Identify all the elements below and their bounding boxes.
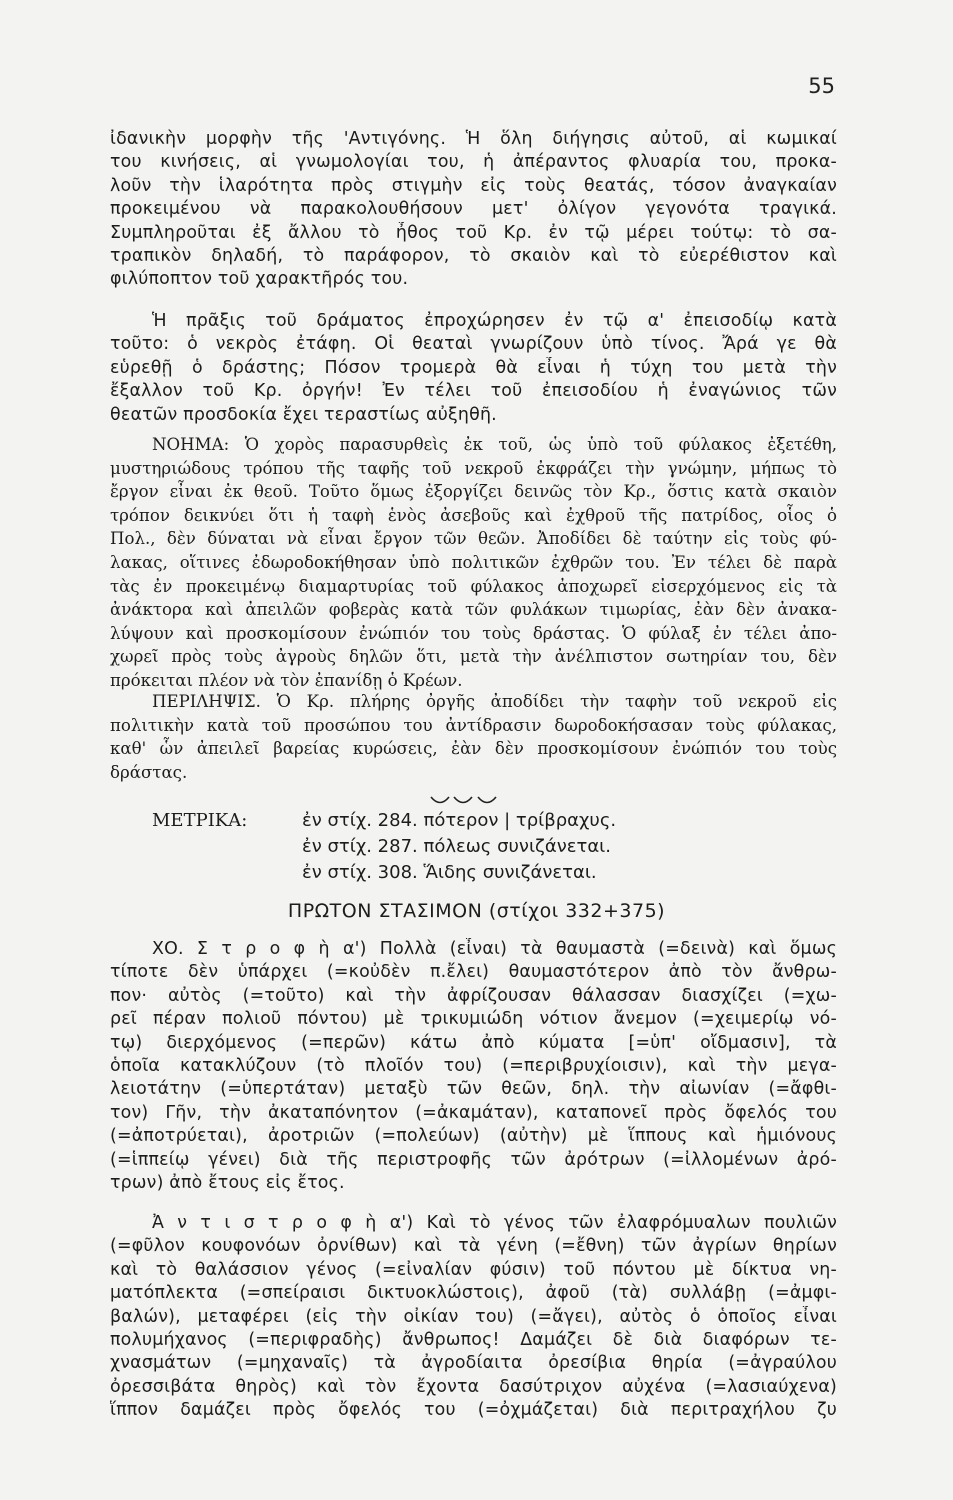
section-heading: ΠΡΩΤΟΝ ΣΤΑΣΙΜΟΝ (στίχοι 332+375): [287, 900, 666, 922]
text-line: πολυμήχανος (=περιφραδὴς) ἄνθρωπος! Δαμάζει δὲ διὰ διαφόρων τε-: [110, 1330, 837, 1351]
metrika-entry: ἐν στίχ. 308. Ἅιδης συνιζάνεται.: [302, 862, 597, 883]
paragraph-intro: [110, 128, 837, 292]
text-line: ρεῖ πέραν πολιοῦ πόντου) μὲ τρικυμιώδη νότιον ἄνεμον (=χειμερίῳ νό-: [110, 1009, 837, 1030]
text-line: ὁποῖα κατακλύζουν (τὸ πλοῖόν του) (=περιβρυχίοισιν), καὶ τὴν μεγα-: [110, 1056, 837, 1077]
text-line: τοῦτο: ὁ νεκρὸς ἐτάφη. Οἱ θεαταὶ γνωρίζουν ὑπὸ τίνος. Ἄρά γε θὰ: [110, 334, 837, 355]
text-line: χνασμάτων (=μηχαναῖς) τὰ ἀγροδίαιτα ὀρεσίβια θηρία (=ἀγραύλου: [110, 1353, 837, 1374]
text-line: τρων) ἀπὸ ἔτους εἰς ἔτος.: [110, 1173, 345, 1194]
text-line: πον· αὐτὸς (=τοῦτο) καὶ τὴν ἀφρίζουσαν θάλασσαν διασχίζει (=χω-: [110, 985, 837, 1006]
metrika-entry: ἐν στίχ. 287. πόλεως συνιζάνεται.: [302, 836, 611, 857]
text-line: θεατῶν προσδοκία ἔχει τεραστίως αὐξηθῆ.: [110, 404, 497, 425]
section-noima: [110, 433, 837, 693]
text-line: βαλών), μεταφέρει (εἰς τὴν οἰκίαν του) (=ἄγει), αὐτὸς ὁ ὁποῖος εἶναι: [110, 1306, 837, 1327]
text-line: τὰς ἐν προκειμένῳ διαμαρτυρίας τοῦ φύλακος ἀποχωρεῖ εἰσερχόμενος εἰς τὰ: [110, 576, 837, 596]
metrika-row: [152, 808, 616, 834]
text-line: ἰδανικὴν μορφὴν τῆς 'Αντιγόνης. Ἡ ὅλη διήγησις αὐτοῦ, αἱ κωμικαί: [110, 129, 837, 149]
section-strophe: [110, 938, 837, 1195]
text-line: ἀνάκτορα καὶ ἀπειλῶν φοβερὰς κατὰ τῶν φυλάκων τιμωρίας, ἐὰν δὲν ἀνακα-: [110, 600, 837, 620]
page-number: 55: [808, 74, 835, 98]
text-line: ΝΟΗΜΑ: Ὁ χορὸς παρασυρθεὶς ἐκ τοῦ, ὡς ὑπὸ τοῦ φύλακος ἐξετέθη,: [152, 435, 837, 454]
text-line: τίποτε δὲν ὑπάρχει (=κοὐδὲν π.ἔλει) θαυμαστότερον ἀπὸ τὸν ἄνθρω-: [110, 962, 837, 983]
text-line: ΠΕΡΙΛΗΨΙΣ. Ὁ Κρ. πλήρης ὀργῆς ἀποδίδει τὴν ταφὴν τοῦ νεκροῦ εἰς: [152, 692, 837, 711]
text-line: (=φῦλον κουφονόων ὀρνίθων) καὶ τὰ γένη (=ἔθνη) τῶν ἀγρίων θηρίων: [110, 1236, 837, 1257]
text-line: ἵππον δαμάζει πρὸς ὄφελός του (=ὀχμάζεται) διὰ περιτραχήλου ζυ: [110, 1400, 837, 1421]
text-line: πρόκειται πλέον νὰ τὸν ἐπανίδῃ ὁ Κρέων.: [110, 670, 463, 690]
text-line: πολιτικὴν κατὰ τοῦ προσώπου του ἀντίδρασιν δωροδοκήσασαν τοὺς φύλακας,: [110, 715, 837, 735]
text-line: εὑρεθῇ ὁ δράστης; Πόσον τρομερὰ θὰ εἶναι ἡ τύχη του μετὰ τὴν: [110, 357, 837, 378]
text-line: ματόπλεκτα (=σπείραισι δικτυοκλώστοις), ἀφοῦ (τὰ) συλλάβῃ (=ἀμφι-: [110, 1283, 837, 1304]
text-line: ἔξαλλον τοῦ Κρ. ὀργήν! Ἐν τέλει τοῦ ἐπεισοδίου ἡ ἐναγώνιος τῶν: [110, 381, 837, 402]
text-line: τῳ) διερχόμενος (=περῶν) κάτω ἀπὸ κύματα [=ὑπ' οἴδμασιν], τὰ: [110, 1032, 837, 1053]
text-line: χωρεῖ πρὸς τοὺς ἀγροὺς δηλῶν ὅτι, μετὰ τὴν ἀνέλπιστον σωτηρίαν του, δὲν: [110, 647, 837, 667]
metrika-label: ΜΕΤΡΙΚΑ:: [152, 810, 248, 831]
text-line: λύψουν καὶ προσκομίσουν ἐνώπιόν του τοὺς δράστας. Ὁ φύλαξ ἐν τέλει ἀπο-: [110, 623, 837, 643]
text-line: τραπικὸν δηλαδή, τὸ παράφορον, τὸ σκαιὸν καὶ τὸ εὐερέθιστον καὶ: [110, 246, 837, 267]
section-perilipsis: [110, 690, 837, 784]
metrika-entry: ἐν στίχ. 284. πότερον | τρίβραχυς.: [302, 810, 617, 831]
text-line: δράστας.: [110, 762, 188, 782]
text-line: καθ' ὧν ἀπειλεῖ βαρείας κυρώσεις, ἐὰν δὲν προσκομίσουν ἐνώπιόν του τοὺς: [110, 739, 837, 759]
text-line: Ἡ πρᾶξις τοῦ δράματος ἐπροχώρησεν ἐν τῷ α' ἐπεισοδίῳ κατὰ: [152, 311, 837, 331]
text-line: (=ἱππείῳ γένει) διὰ τῆς περιστροφῆς τῶν ἀρότρων (=ἰλλομένων ἀρό-: [110, 1149, 837, 1170]
section-metrika: [152, 808, 616, 886]
text-line: ἔργον εἶναι ἐκ θεοῦ. Τοῦτο ὅμως ἐξοργίζει δεινῶς τὸν Κρ., ὅστις κατὰ σκαιὸν: [110, 482, 837, 502]
text-line: μυστηριώδους τρόπου τῆς ταφῆς τοῦ νεκροῦ ἐκφράζει τὴν γνώμην, μήπως τὸ: [110, 458, 837, 478]
text-line: λοῦν τὴν ἱλαρότητα πρὸς στιγμὴν εἰς τοὺς θεατάς, τόσον ἀναγκαίαν: [110, 175, 837, 196]
text-line: Πολ., δὲν δύναται νὰ εἶναι ἔργον τῶν θεῶν. Ἀποδίδει δὲ ταύτην εἰς τοὺς φύ-: [110, 529, 837, 549]
text-line: (=ἀποτρύεται), ἀροτριῶν (=πολεύων) (αὐτὴν) μὲ ἵππους καὶ ἡμιόνους: [110, 1126, 837, 1147]
metrika-row: [152, 834, 616, 860]
text-line: τον) Γῆν, τὴν ἀκαταπόνητον (=ἀκαμάταν), καταπονεῖ πρὸς ὄφελός του: [110, 1102, 837, 1123]
section-antistrophe: [110, 1212, 837, 1423]
text-line: λειοτάτην (=ὑπερτάταν) μεταξὺ τῶν θεῶν, δηλ. τὴν αἰωνίαν (=ἄφθι-: [110, 1079, 837, 1100]
text-line: προκειμένου νὰ παρακολουθήσουν μετ' ὀλίγον γεγονότα τραγικά.: [110, 199, 837, 220]
text-line: ΧΟ. Σ τ ρ ο φ ὴ α') Πολλὰ (εἶναι) τὰ θαυμαστὰ (=δεινὰ) καὶ ὅμως: [152, 939, 837, 959]
text-line: του κινήσεις, αἱ γνωμολογίαι του, ἡ ἀπέραντος φλυαρία του, προκα-: [110, 152, 837, 173]
text-line: καὶ τὸ θαλάσσιον γένος (=εἰναλίαν φύσιν) τοῦ πόντου μὲ δίκτυα νη-: [110, 1259, 837, 1280]
paragraph-action: [110, 310, 837, 427]
text-line: Ἀ ν τ ι σ τ ρ ο φ ὴ α') Καὶ τὸ γένος τῶν ἐλαφρόμυαλων πουλιῶν: [152, 1213, 837, 1233]
metrika-row: [152, 860, 616, 886]
text-line: Συμπληροῦται ἐξ ἄλλου τὸ ἦθος τοῦ Κρ. ἐν τῷ μέρει τούτῳ: τὸ σα-: [110, 222, 837, 243]
text-line: λακας, οἵτινες ἐδωροδοκήθησαν ὑπὸ πολιτικῶν ἐχθρῶν του. Ἐν τέλει δὲ παρὰ: [110, 552, 837, 572]
text-line: ὀρεσσιβάτα θηρὸς) καὶ τὸν ἔχοντα δασύτριχον αὐχένα (=λασιαύχενα): [110, 1376, 837, 1397]
text-line: τρόπον δεικνύει ὅτι ἡ ταφὴ ἑνὸς ἀσεβοῦς καὶ ἐχθροῦ τῆς πατρίδος, οἷος ὁ: [110, 505, 837, 525]
text-line: φιλύποπτον τοῦ χαρακτῆρός του.: [110, 269, 409, 290]
